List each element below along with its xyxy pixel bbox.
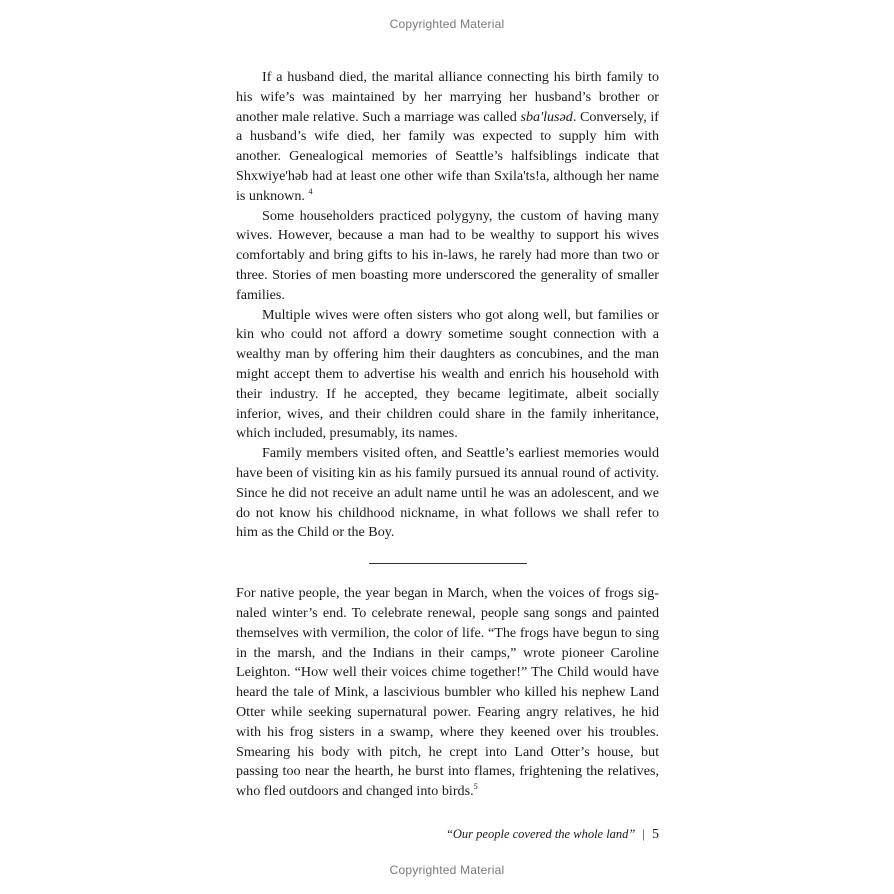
- footnote-ref-4: 4: [308, 186, 313, 196]
- paragraph-family-visits: [236, 444, 659, 543]
- running-head: “Our people covered the whole land”: [445, 827, 636, 841]
- page-number: 5: [652, 827, 659, 842]
- paragraph-native-year: [236, 584, 659, 802]
- paragraph-multiple-wives: [236, 306, 659, 445]
- footnote-ref-5: 5: [473, 782, 478, 792]
- text-segment: For native people, the year began in March, when the voices of frogs signaled winter’s end. To celebrate renewal, people sang songs and painted themselves with vermilion, the color of life. “The frogs have begun to sing in the marsh, and the Indians in their camps,” wrote pioneer Caroline Leighton. “How well their voices chime together!” The Child would have heard the tale of Mink, a lascivious bumbler who killed his nephew Land Otter while seeking supernatural power. Fearing angry relatives, he hid with his frog sisters in a swamp, where they keened over his troubles. Smearing his body with pitch, he crept into Land Otter’s house, but passing too near the hearth, he burst into flames, frightening the relatives, who fled outdoors and changed into birds.: [236, 585, 659, 800]
- section-divider: [369, 563, 527, 564]
- copyright-watermark-top: Copyrighted Material: [389, 17, 505, 31]
- page-footer: [236, 826, 659, 843]
- folio-separator: |: [642, 826, 645, 841]
- text-segment: Family members visited often, and Seattle’s earliest memories would have been of visiting kin as his family pursued its annual round of activity. Since he did not receive an adult name until he was an adolescent, and we do not know his childhood nickname, in what follows we shall refer to him as the Child or the Boy.: [236, 445, 659, 541]
- paragraph-levirate-marriage: [236, 68, 659, 207]
- text-segment: . Conversely, if a husband’s wife died, her family was expected to supply him with another. Genealogical memories of Seattle’s halfsiblings indicate that Shxwiye'həb had at least one other wife than Sxila'ts!a, although her name is unknown.: [236, 108, 660, 204]
- text-segment: If a husband died, the marital alliance connecting his birth family to his wife’s was maintained by her marrying her husband’s brother or another male relative. Such a marriage was called: [236, 69, 659, 125]
- text-segment: Multiple wives were often sisters who got along well, but families or kin who could not afford a dowry sometime sought connection with a wealthy man by offering him their daughters as concubines, and the man might accept them to advertise his wealth and enrich his household with their industry. If he accepted, they became legitimate, albeit socially inferior, wives, and their children could share in the family inheritance, which included, presumably, its names.: [236, 306, 659, 442]
- text-segment: Some householders practiced polygyny, the custom of having many wives. However, because a man had to be wealthy to support his wives comfortably and bring gifts to his in-laws, he rarely had more than two or three. Stories of men boasting more underscored the generality of smaller families.: [236, 207, 659, 303]
- paragraph-polygyny: [236, 207, 659, 306]
- copyright-watermark-bottom: Copyrighted Material: [389, 863, 505, 877]
- term-sbalused: sba'lusəd: [520, 108, 573, 125]
- page-body: [236, 68, 659, 802]
